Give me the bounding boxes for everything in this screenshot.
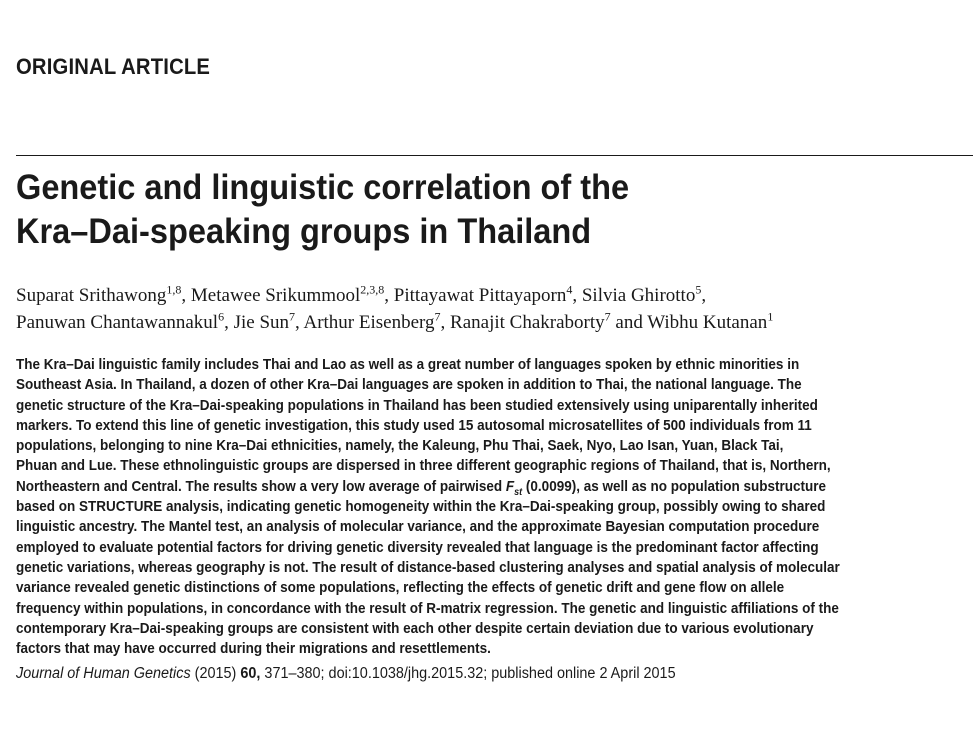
abstract	[16, 355, 880, 659]
fst-line-after: (0.0099), as well as no population substructure	[522, 477, 827, 495]
author-name: Pittayawat Pittayaporn	[393, 285, 567, 306]
abstract-line: based on STRUCTURE analysis, indicating genetic homogeneity within the Kra–Dai-speaking group, possibly owing to shared	[16, 498, 826, 516]
author-separator: and	[610, 312, 648, 333]
author-affiliation: 4	[566, 282, 573, 297]
author-affiliation: 2,3,8	[360, 282, 385, 297]
abstract-line: employed to evaluate potential factors for driving genetic diversity revealed that language is the predominant factor affecting	[16, 538, 819, 556]
author-list	[16, 282, 976, 336]
fst-line-before: Northeastern and Central. The results show a very low average of pairwised	[16, 477, 506, 495]
abstract-line: Phuan and Lue. These ethnolinguistic groups are dispersed in three different geographic regions of Thailand, that is, Northern,	[16, 457, 831, 475]
author-line-1	[16, 282, 976, 309]
section-label: ORIGINAL ARTICLE	[16, 54, 211, 79]
abstract-line: populations, belonging to nine Kra–Dai ethnicities, namely, the Kaleung, Phu Thai, Saek, Nyo, Lao Isan, Yuan, Black Tai,	[16, 437, 784, 455]
author-separator: ,	[384, 285, 394, 306]
abstract-line: markers. To extend this line of genetic investigation, this study used 15 autosomal microsatellites of 500 individuals from 11	[16, 416, 812, 434]
article-title	[16, 166, 890, 254]
author-name: Metawee Srikummool	[190, 285, 361, 306]
author-line-2	[16, 309, 976, 336]
author-affiliation: 1	[767, 309, 774, 324]
fst-symbol: F	[505, 477, 515, 495]
author-separator: ,	[440, 312, 451, 333]
author-affiliation: 7	[289, 309, 296, 324]
author-affiliation: 1,8	[166, 282, 182, 297]
fst-subscript: st	[514, 486, 523, 498]
abstract-line: variance revealed genetic distinctions of some populations, reflecting the effects of genetic drift and gene flow on allele	[16, 579, 785, 597]
citation	[16, 664, 909, 684]
abstract-line: The Kra–Dai linguistic family includes Thai and Lao as well as a great number of languages spoken by ethnic minorities in	[16, 356, 800, 373]
author-name: Jie Sun	[233, 312, 290, 333]
author-separator: ,	[295, 312, 304, 333]
title-line-1: Genetic and linguistic correlation of the	[16, 168, 630, 207]
abstract-line: genetic structure of the Kra–Dai-speaking populations in Thailand has been studied extensively using uniparentally inherited	[16, 396, 818, 414]
journal-name: Journal of Human Genetics	[16, 665, 191, 682]
author-separator: ,	[572, 285, 582, 306]
author-name: Wibhu Kutanan	[647, 312, 768, 333]
author-separator: ,	[181, 285, 191, 306]
author-name: Suparat Srithawong	[16, 285, 167, 306]
author-separator: ,	[224, 312, 234, 333]
author-name: Arthur Eisenberg	[303, 312, 435, 333]
abstract-line: contemporary Kra–Dai-speaking groups are consistent with each other despite certain deviation due to various evolutionary	[16, 619, 814, 637]
citation-details: 371–380; doi:10.1038/jhg.2015.32; published online 2 April 2015	[260, 665, 676, 682]
author-name: Panuwan Chantawannakul	[16, 312, 219, 333]
author-affiliation: 6	[218, 309, 225, 324]
citation-year: (2015)	[190, 665, 241, 682]
abstract-line: genetic variations, whereas geography is not. The result of distance-based clustering analyses and spatial analysis of molecular	[16, 558, 840, 576]
abstract-line: factors that may have occurred during their migrations and resettlements.	[16, 640, 491, 658]
title-line-2: Kra–Dai-speaking groups in Thailand	[16, 212, 592, 251]
abstract-line: linguistic ancestry. The Mantel test, an analysis of molecular variance, and the approximate Bayesian computation procedure	[16, 518, 820, 536]
abstract-line: Southeast Asia. In Thailand, a dozen of other Kra–Dai languages are spoken in addition to Thai, the national language. The	[16, 376, 802, 394]
author-affiliation: 5	[695, 282, 702, 297]
author-name: Silvia Ghirotto	[581, 285, 696, 306]
abstract-line: frequency within populations, in concordance with the result of R-matrix regression. The genetic and linguistic affiliations of the	[16, 599, 839, 617]
author-name: Ranajit Chakraborty	[450, 312, 605, 333]
citation-volume: 60,	[240, 665, 261, 682]
author-affiliation: 7	[434, 309, 441, 324]
header-rule	[16, 155, 973, 156]
author-affiliation: 7	[604, 309, 611, 324]
abstract-line-fst	[16, 477, 880, 497]
author-separator: ,	[701, 285, 707, 306]
